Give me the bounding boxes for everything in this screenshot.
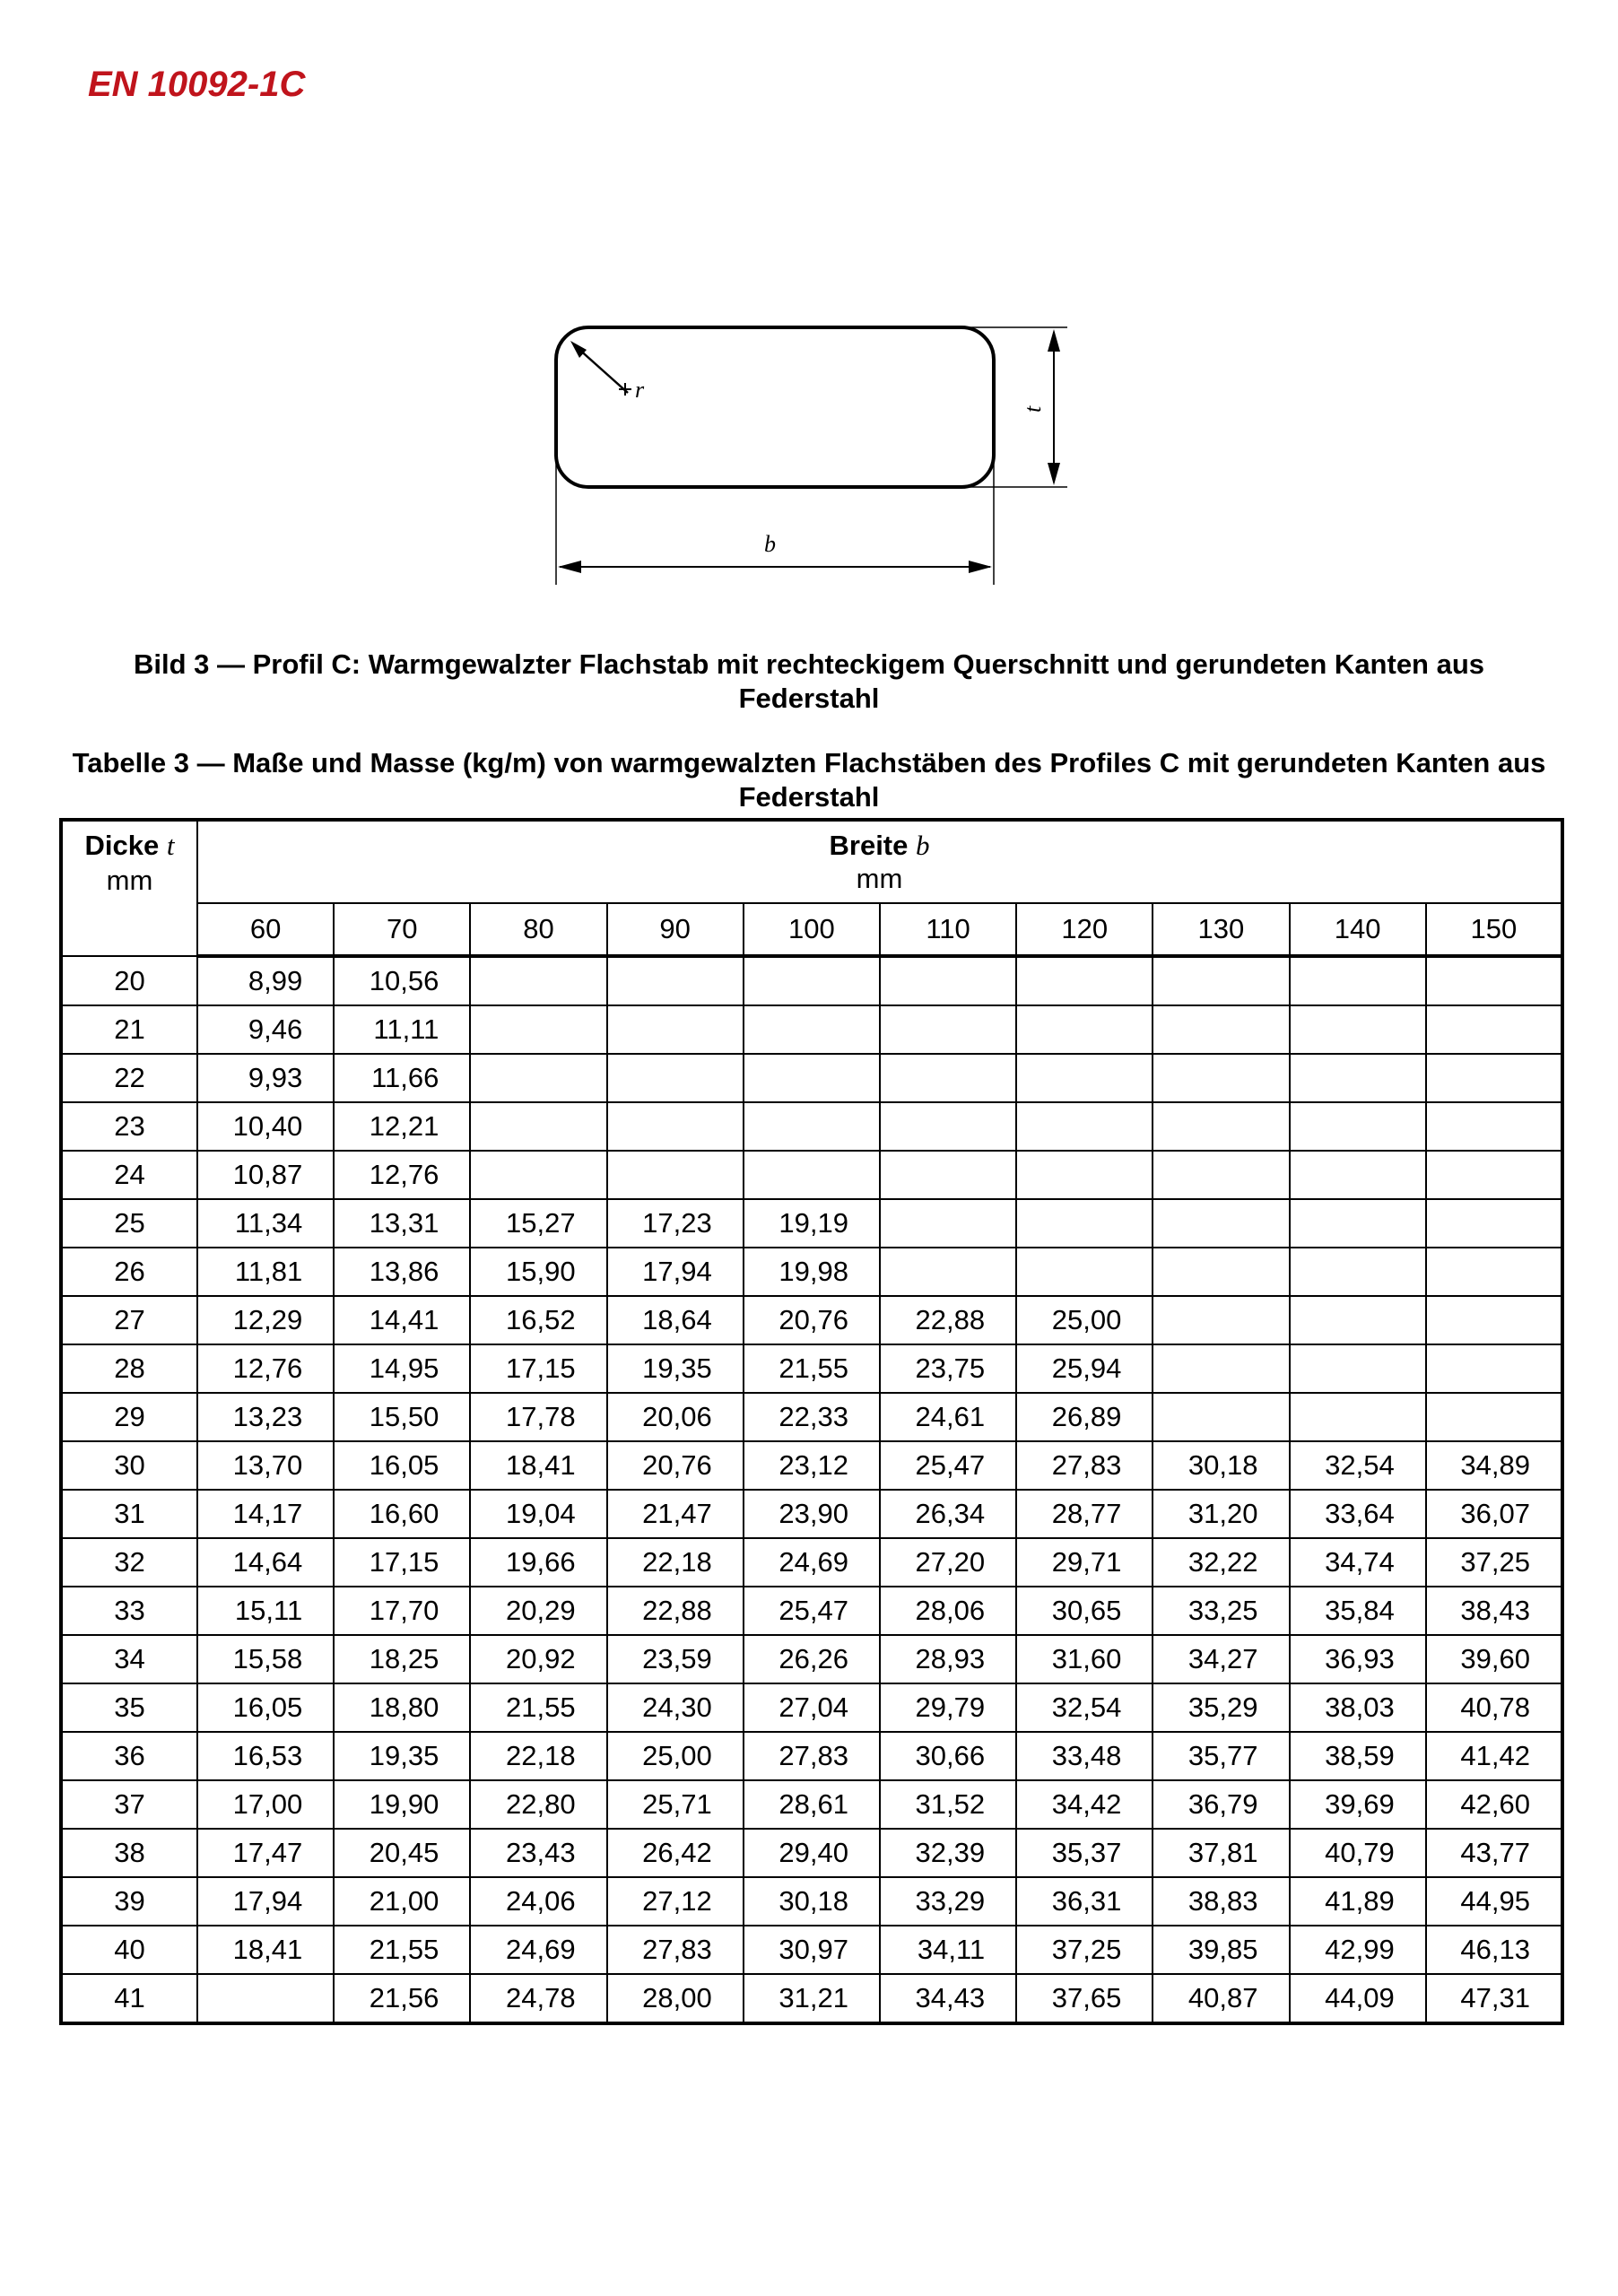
mass-cell: 14,41 [334, 1296, 470, 1344]
mass-cell: 19,35 [334, 1732, 470, 1780]
mass-cell: 23,43 [470, 1829, 606, 1877]
mass-cell: 24,78 [470, 1974, 606, 2023]
thickness-cell: 22 [61, 1054, 197, 1102]
mass-cell: 30,18 [1153, 1441, 1289, 1490]
mass-cell [1290, 1296, 1426, 1344]
thickness-cell: 32 [61, 1538, 197, 1587]
mass-cell: 43,77 [1426, 1829, 1562, 1877]
mass-cell [1426, 1102, 1562, 1151]
width-column-header: 130 [1153, 903, 1289, 956]
mass-cell: 16,05 [334, 1441, 470, 1490]
cross-section-outline [556, 327, 994, 487]
thickness-cell: 30 [61, 1441, 197, 1490]
mass-cell [1153, 1296, 1289, 1344]
breite-unit: mm [856, 863, 903, 894]
thickness-cell: 41 [61, 1974, 197, 2023]
table-row [61, 1296, 1562, 1344]
t-arrowhead-top [1048, 329, 1060, 352]
mass-cell: 18,80 [334, 1683, 470, 1732]
profile-c-drawing [538, 314, 1094, 601]
mass-cell: 20,29 [470, 1587, 606, 1635]
mass-cell [1426, 1151, 1562, 1199]
mass-cell: 34,27 [1153, 1635, 1289, 1683]
mass-cell: 10,40 [197, 1102, 334, 1151]
mass-cell: 30,97 [744, 1926, 880, 1974]
mass-cell: 23,12 [744, 1441, 880, 1490]
mass-cell: 31,60 [1016, 1635, 1153, 1683]
mass-cell: 34,89 [1426, 1441, 1562, 1490]
mass-cell: 12,76 [334, 1151, 470, 1199]
mass-cell: 25,00 [607, 1732, 744, 1780]
mass-cell: 24,30 [607, 1683, 744, 1732]
mass-cell: 20,76 [607, 1441, 744, 1490]
mass-cell: 16,60 [334, 1490, 470, 1538]
mass-cell: 37,65 [1016, 1974, 1153, 2023]
mass-cell: 24,61 [880, 1393, 1016, 1441]
mass-cell: 28,61 [744, 1780, 880, 1829]
mass-cell: 39,69 [1290, 1780, 1426, 1829]
mass-cell [744, 1054, 880, 1102]
table-row [61, 1199, 1562, 1248]
mass-cell: 23,90 [744, 1490, 880, 1538]
mass-cell [744, 1151, 880, 1199]
b-label: b [764, 531, 776, 557]
mass-cell [1153, 1393, 1289, 1441]
width-column-header: 60 [197, 903, 334, 956]
mass-cell: 39,85 [1153, 1926, 1289, 1974]
mass-cell [197, 1974, 334, 2023]
thickness-cell: 25 [61, 1199, 197, 1248]
mass-cell [1290, 1151, 1426, 1199]
table-row [61, 1829, 1562, 1877]
mass-cell: 14,64 [197, 1538, 334, 1587]
mass-cell [1153, 1102, 1289, 1151]
mass-cell: 47,31 [1426, 1974, 1562, 2023]
mass-cell [880, 956, 1016, 1005]
mass-cell [1426, 1005, 1562, 1054]
mass-cell: 16,53 [197, 1732, 334, 1780]
mass-cell [880, 1248, 1016, 1296]
mass-cell: 9,93 [197, 1054, 334, 1102]
mass-cell: 17,94 [607, 1248, 744, 1296]
table-row [61, 1393, 1562, 1441]
mass-cell: 31,20 [1153, 1490, 1289, 1538]
mass-cell: 33,25 [1153, 1587, 1289, 1635]
table-row [61, 1151, 1562, 1199]
mass-cell: 30,18 [744, 1877, 880, 1926]
mass-cell: 21,55 [334, 1926, 470, 1974]
breite-symbol: b [916, 830, 930, 861]
mass-cell: 19,90 [334, 1780, 470, 1829]
mass-cell: 41,89 [1290, 1877, 1426, 1926]
mass-cell: 39,60 [1426, 1635, 1562, 1683]
mass-cell: 36,79 [1153, 1780, 1289, 1829]
mass-cell: 36,31 [1016, 1877, 1153, 1926]
mass-cell [607, 1102, 744, 1151]
mass-cell: 19,98 [744, 1248, 880, 1296]
mass-cell: 14,17 [197, 1490, 334, 1538]
mass-cell: 31,52 [880, 1780, 1016, 1829]
thickness-cell: 28 [61, 1344, 197, 1393]
thickness-cell: 29 [61, 1393, 197, 1441]
mass-cell: 29,79 [880, 1683, 1016, 1732]
mass-cell: 40,87 [1153, 1974, 1289, 2023]
mass-cell [1016, 1199, 1153, 1248]
mass-cell: 33,64 [1290, 1490, 1426, 1538]
mass-cell: 24,06 [470, 1877, 606, 1926]
mass-cell [880, 1102, 1016, 1151]
thickness-cell: 37 [61, 1780, 197, 1829]
mass-cell: 19,35 [607, 1344, 744, 1393]
mass-cell: 33,29 [880, 1877, 1016, 1926]
mass-cell [1016, 1005, 1153, 1054]
mass-cell [607, 1005, 744, 1054]
mass-cell [470, 1005, 606, 1054]
mass-cell: 35,77 [1153, 1732, 1289, 1780]
thickness-cell: 39 [61, 1877, 197, 1926]
thickness-cell: 21 [61, 1005, 197, 1054]
mass-cell: 21,56 [334, 1974, 470, 2023]
mass-cell: 22,88 [607, 1587, 744, 1635]
mass-cell: 17,23 [607, 1199, 744, 1248]
mass-cell: 8,99 [197, 956, 334, 1005]
mass-cell: 23,75 [880, 1344, 1016, 1393]
mass-cell: 17,70 [334, 1587, 470, 1635]
mass-cell: 27,12 [607, 1877, 744, 1926]
mass-cell: 36,07 [1426, 1490, 1562, 1538]
mass-cell: 27,20 [880, 1538, 1016, 1587]
mass-cell: 18,25 [334, 1635, 470, 1683]
mass-cell: 37,25 [1016, 1926, 1153, 1974]
dicke-header [61, 820, 197, 956]
mass-cell [470, 956, 606, 1005]
mass-cell: 28,00 [607, 1974, 744, 2023]
mass-cell [1016, 1102, 1153, 1151]
table-row [61, 1635, 1562, 1683]
dicke-unit: mm [106, 865, 153, 896]
width-column-header: 140 [1290, 903, 1426, 956]
b-arrowhead-left [558, 561, 581, 573]
width-column-header: 70 [334, 903, 470, 956]
mass-cell [1290, 1248, 1426, 1296]
mass-cell: 25,94 [1016, 1344, 1153, 1393]
mass-cell: 26,89 [1016, 1393, 1153, 1441]
mass-cell [1426, 1393, 1562, 1441]
mass-cell: 35,84 [1290, 1587, 1426, 1635]
mass-cell: 11,66 [334, 1054, 470, 1102]
mass-cell: 37,25 [1426, 1538, 1562, 1587]
table-row [61, 1587, 1562, 1635]
mass-cell [1016, 1054, 1153, 1102]
thickness-cell: 36 [61, 1732, 197, 1780]
table-row [61, 1490, 1562, 1538]
mass-cell: 20,92 [470, 1635, 606, 1683]
mass-cell: 13,23 [197, 1393, 334, 1441]
mass-cell: 41,42 [1426, 1732, 1562, 1780]
mass-cell: 28,93 [880, 1635, 1016, 1683]
width-column-header: 110 [880, 903, 1016, 956]
mass-cell: 15,50 [334, 1393, 470, 1441]
dimensions-mass-table [59, 818, 1564, 2025]
mass-cell [470, 1054, 606, 1102]
mass-cell: 15,58 [197, 1635, 334, 1683]
table-row [61, 1344, 1562, 1393]
radius-label: r [635, 377, 645, 403]
mass-cell: 37,81 [1153, 1829, 1289, 1877]
mass-cell [1290, 1393, 1426, 1441]
mass-cell: 12,21 [334, 1102, 470, 1151]
mass-cell [470, 1102, 606, 1151]
radius-arrow [578, 348, 628, 393]
mass-cell: 26,26 [744, 1635, 880, 1683]
mass-cell: 10,56 [334, 956, 470, 1005]
mass-cell [1426, 956, 1562, 1005]
mass-cell: 20,76 [744, 1296, 880, 1344]
mass-cell: 29,71 [1016, 1538, 1153, 1587]
dicke-symbol: t [166, 830, 175, 861]
table-row [61, 1538, 1562, 1587]
table-row [61, 1102, 1562, 1151]
mass-cell: 24,69 [744, 1538, 880, 1587]
mass-cell: 20,45 [334, 1829, 470, 1877]
mass-cell: 35,37 [1016, 1829, 1153, 1877]
table-row [61, 1441, 1562, 1490]
table-row [61, 1926, 1562, 1974]
mass-cell: 27,04 [744, 1683, 880, 1732]
width-column-header: 100 [744, 903, 880, 956]
mass-cell: 26,42 [607, 1829, 744, 1877]
t-label: t [1020, 405, 1046, 413]
mass-cell [1290, 1199, 1426, 1248]
mass-cell: 18,41 [470, 1441, 606, 1490]
mass-cell [1153, 1248, 1289, 1296]
mass-cell: 38,03 [1290, 1683, 1426, 1732]
mass-cell: 16,05 [197, 1683, 334, 1732]
mass-cell [1290, 1054, 1426, 1102]
mass-cell: 17,47 [197, 1829, 334, 1877]
mass-cell [607, 1151, 744, 1199]
mass-cell: 15,90 [470, 1248, 606, 1296]
mass-cell: 20,06 [607, 1393, 744, 1441]
mass-cell: 23,59 [607, 1635, 744, 1683]
mass-cell [607, 1054, 744, 1102]
thickness-cell: 31 [61, 1490, 197, 1538]
mass-cell: 10,87 [197, 1151, 334, 1199]
mass-cell [880, 1054, 1016, 1102]
mass-cell [1290, 1344, 1426, 1393]
thickness-cell: 24 [61, 1151, 197, 1199]
mass-cell: 30,66 [880, 1732, 1016, 1780]
mass-cell: 21,47 [607, 1490, 744, 1538]
mass-cell: 32,54 [1016, 1683, 1153, 1732]
mass-cell: 13,70 [197, 1441, 334, 1490]
thickness-cell: 38 [61, 1829, 197, 1877]
mass-cell: 32,39 [880, 1829, 1016, 1877]
figure-caption: Bild 3 — Profil C: Warmgewalzter Flachstab mit rechteckigem Querschnitt und gerundeten Kanten aus Federstahl [133, 648, 1485, 714]
mass-cell: 25,71 [607, 1780, 744, 1829]
width-column-header: 90 [607, 903, 744, 956]
mass-cell: 38,59 [1290, 1732, 1426, 1780]
mass-cell: 29,40 [744, 1829, 880, 1877]
mass-cell: 19,66 [470, 1538, 606, 1587]
mass-cell: 34,11 [880, 1926, 1016, 1974]
mass-cell: 42,99 [1290, 1926, 1426, 1974]
mass-cell: 17,00 [197, 1780, 334, 1829]
mass-cell [607, 956, 744, 1005]
mass-cell: 19,19 [744, 1199, 880, 1248]
mass-cell [1153, 1199, 1289, 1248]
mass-cell: 30,65 [1016, 1587, 1153, 1635]
mass-cell [1290, 1102, 1426, 1151]
mass-cell: 32,22 [1153, 1538, 1289, 1587]
mass-cell: 36,93 [1290, 1635, 1426, 1683]
mass-cell [470, 1151, 606, 1199]
width-column-header: 120 [1016, 903, 1153, 956]
thickness-cell: 23 [61, 1102, 197, 1151]
breite-label: Breite [829, 830, 909, 861]
thickness-cell: 27 [61, 1296, 197, 1344]
mass-cell [1426, 1296, 1562, 1344]
mass-cell: 11,11 [334, 1005, 470, 1054]
mass-cell: 17,94 [197, 1877, 334, 1926]
mass-cell: 40,79 [1290, 1829, 1426, 1877]
mass-cell: 12,29 [197, 1296, 334, 1344]
mass-cell [1016, 1248, 1153, 1296]
mass-cell [880, 1005, 1016, 1054]
mass-cell: 12,76 [197, 1344, 334, 1393]
thickness-cell: 40 [61, 1926, 197, 1974]
mass-cell: 22,80 [470, 1780, 606, 1829]
mass-cell: 22,18 [607, 1538, 744, 1587]
mass-cell: 27,83 [607, 1926, 744, 1974]
mass-cell: 33,48 [1016, 1732, 1153, 1780]
mass-cell: 44,09 [1290, 1974, 1426, 2023]
mass-cell: 18,41 [197, 1926, 334, 1974]
mass-cell: 17,15 [334, 1538, 470, 1587]
mass-cell [1153, 1005, 1289, 1054]
mass-cell [1426, 1248, 1562, 1296]
mass-cell: 44,95 [1426, 1877, 1562, 1926]
width-column-header: 150 [1426, 903, 1562, 956]
b-arrowhead-right [969, 561, 992, 573]
mass-cell: 32,54 [1290, 1441, 1426, 1490]
table-row [61, 956, 1562, 1005]
t-arrowhead-bottom [1048, 463, 1060, 485]
mass-cell [880, 1151, 1016, 1199]
mass-cell: 40,78 [1426, 1683, 1562, 1732]
thickness-cell: 33 [61, 1587, 197, 1635]
table-row [61, 1248, 1562, 1296]
mass-cell: 18,64 [607, 1296, 744, 1344]
mass-cell [1426, 1344, 1562, 1393]
mass-cell: 34,43 [880, 1974, 1016, 2023]
table-row [61, 1683, 1562, 1732]
mass-cell: 11,34 [197, 1199, 334, 1248]
dicke-label: Dicke [84, 830, 160, 861]
mass-cell [1016, 1151, 1153, 1199]
mass-cell: 17,78 [470, 1393, 606, 1441]
mass-cell: 31,21 [744, 1974, 880, 2023]
mass-cell: 46,13 [1426, 1926, 1562, 1974]
mass-cell: 11,81 [197, 1248, 334, 1296]
mass-cell: 22,88 [880, 1296, 1016, 1344]
mass-cell: 9,46 [197, 1005, 334, 1054]
mass-cell: 15,11 [197, 1587, 334, 1635]
mass-cell: 16,52 [470, 1296, 606, 1344]
mass-cell [1153, 956, 1289, 1005]
mass-cell: 22,18 [470, 1732, 606, 1780]
mass-cell: 28,06 [880, 1587, 1016, 1635]
mass-cell: 25,47 [880, 1441, 1016, 1490]
mass-cell: 21,55 [470, 1683, 606, 1732]
table-caption: Tabelle 3 — Maße und Masse (kg/m) von warmgewalzten Flachstäben des Profiles C mit gerundeten Kanten aus Federstahl [72, 747, 1546, 813]
mass-cell: 42,60 [1426, 1780, 1562, 1829]
mass-cell [744, 1102, 880, 1151]
mass-cell [1290, 1005, 1426, 1054]
thickness-cell: 26 [61, 1248, 197, 1296]
mass-cell: 14,95 [334, 1344, 470, 1393]
mass-cell [1153, 1151, 1289, 1199]
mass-cell: 13,31 [334, 1199, 470, 1248]
table-row [61, 1974, 1562, 2023]
document-title: EN 10092-1C [88, 65, 306, 104]
mass-cell [1153, 1054, 1289, 1102]
table-row [61, 1780, 1562, 1829]
mass-cell: 34,74 [1290, 1538, 1426, 1587]
mass-cell [744, 1005, 880, 1054]
mass-cell: 27,83 [744, 1732, 880, 1780]
thickness-cell: 34 [61, 1635, 197, 1683]
mass-cell: 13,86 [334, 1248, 470, 1296]
mass-cell [1153, 1344, 1289, 1393]
mass-cell [1016, 956, 1153, 1005]
mass-cell: 22,33 [744, 1393, 880, 1441]
mass-cell: 25,00 [1016, 1296, 1153, 1344]
mass-cell: 24,69 [470, 1926, 606, 1974]
mass-cell: 26,34 [880, 1490, 1016, 1538]
mass-cell: 38,83 [1153, 1877, 1289, 1926]
mass-cell [744, 956, 880, 1005]
width-column-header: 80 [470, 903, 606, 956]
mass-cell: 28,77 [1016, 1490, 1153, 1538]
table-row [61, 1054, 1562, 1102]
table-row [61, 1732, 1562, 1780]
mass-cell [1426, 1054, 1562, 1102]
mass-cell: 38,43 [1426, 1587, 1562, 1635]
thickness-cell: 20 [61, 956, 197, 1005]
mass-cell: 17,15 [470, 1344, 606, 1393]
mass-cell: 21,00 [334, 1877, 470, 1926]
table-row [61, 1005, 1562, 1054]
mass-cell: 21,55 [744, 1344, 880, 1393]
mass-cell: 27,83 [1016, 1441, 1153, 1490]
mass-cell [1290, 956, 1426, 1005]
mass-cell: 25,47 [744, 1587, 880, 1635]
breite-header [197, 820, 1562, 903]
mass-cell: 15,27 [470, 1199, 606, 1248]
mass-cell: 19,04 [470, 1490, 606, 1538]
mass-cell [1426, 1199, 1562, 1248]
mass-cell [880, 1199, 1016, 1248]
table-row [61, 1877, 1562, 1926]
thickness-cell: 35 [61, 1683, 197, 1732]
mass-cell: 35,29 [1153, 1683, 1289, 1732]
mass-cell: 34,42 [1016, 1780, 1153, 1829]
